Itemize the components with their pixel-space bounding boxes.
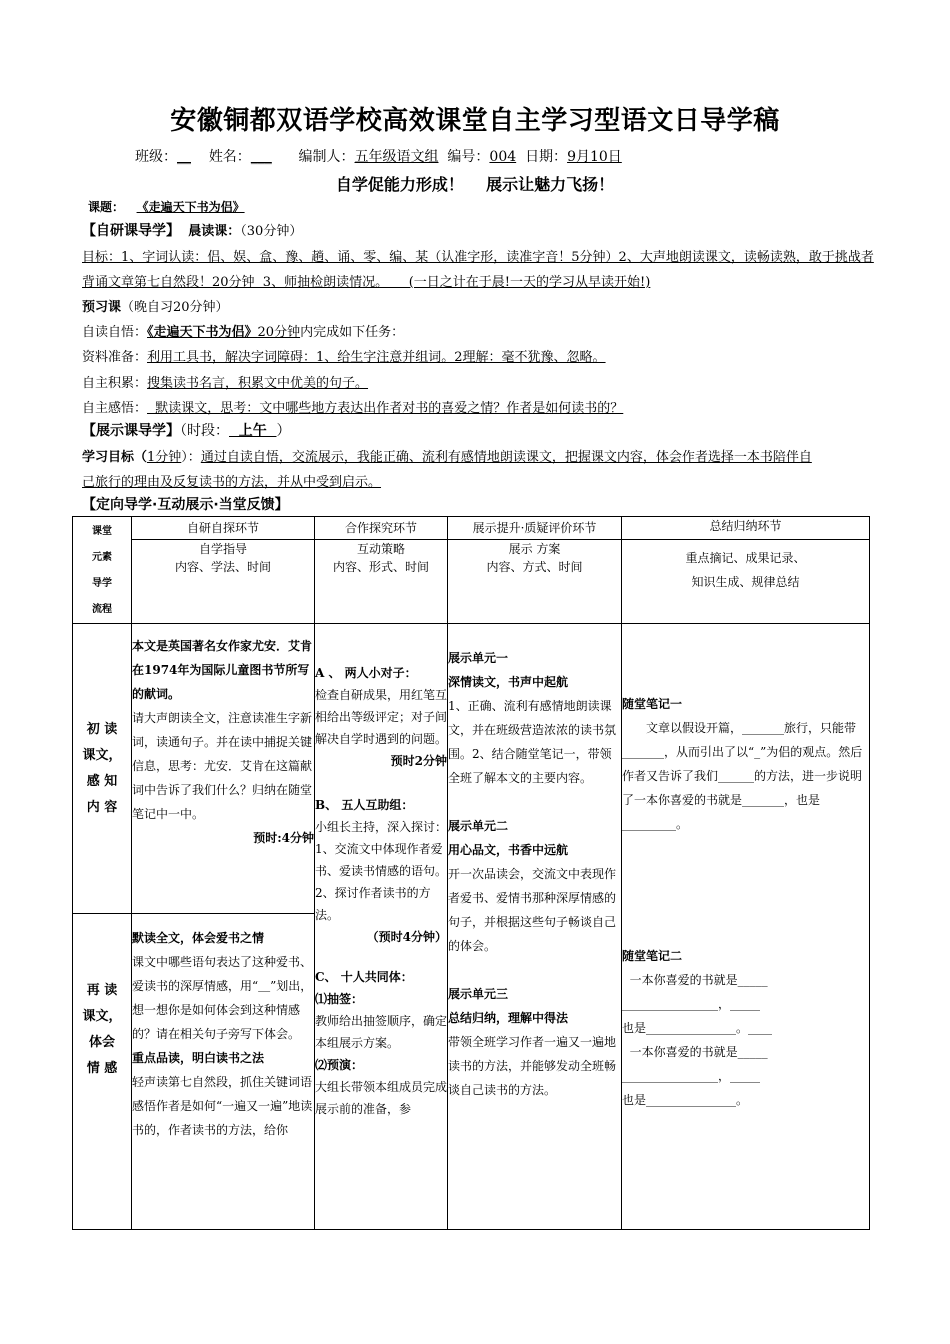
show1-sub: 深情读文，书声中起航 bbox=[448, 675, 569, 689]
study-goal-text-1: 通过自读自悟，交流展示，我能正确、流利有感情地朗读课文，把握课文内容，体会作者选择一本书陪伴自 bbox=[200, 450, 812, 465]
feel-label: 自主感悟： bbox=[82, 401, 148, 416]
coop-b-time: （预时4分钟） bbox=[366, 930, 447, 944]
note2-line: 一本你喜爱的书就是_____ bbox=[622, 973, 768, 987]
study-goal-line-2: 己旅行的理由及反复读书的方法，并从中受到启示。 bbox=[82, 475, 382, 490]
coop-c-draw-text: 教师给出抽签顺序，确定本组展示方案。 bbox=[315, 1014, 448, 1050]
morning-reading-label: 晨读课： bbox=[188, 224, 241, 239]
material-prep bbox=[82, 346, 606, 365]
material-label: 资料准备： bbox=[82, 350, 148, 365]
coop-a-time: 预时2分钟 bbox=[390, 754, 447, 768]
col-coop-head bbox=[315, 517, 448, 624]
row-label-line: 感 知 bbox=[86, 773, 118, 789]
morning-reading-time: （30分钟） bbox=[240, 224, 303, 239]
col-show-head bbox=[448, 517, 622, 624]
class-label: 班级： bbox=[135, 149, 177, 165]
row2-heading-1: 默读全文，体会爱书之情 bbox=[132, 931, 265, 945]
self-accumulate bbox=[82, 372, 368, 391]
preview-label: 预习课 bbox=[82, 300, 122, 315]
editor-value: 五年级语文组 bbox=[354, 149, 439, 165]
show3-sub: 总结归纳，理解中得法 bbox=[448, 1011, 569, 1025]
self-read-time: 20分钟 bbox=[257, 325, 301, 340]
study-goal-label: 学习目标（ bbox=[82, 450, 148, 465]
self-read-label: 自读自悟： bbox=[82, 325, 148, 340]
show2-title: 展示单元二 bbox=[448, 819, 509, 833]
number-value: 004 bbox=[489, 149, 517, 165]
note2-line: 一本你喜爱的书就是_____ bbox=[622, 1045, 768, 1059]
col-head-title: 合作探究环节 bbox=[315, 517, 447, 540]
col-head-sub: 展示 方案 bbox=[508, 542, 561, 556]
note2-line: 也是_______________。____ bbox=[622, 1021, 773, 1035]
col-head-sub: 内容、形式、时间 bbox=[332, 560, 429, 574]
col-head-title: 总结归纳环节 bbox=[622, 517, 869, 540]
col-head-sub: 重点摘记、成果记录、 bbox=[685, 551, 806, 565]
row1-time: 预时:4分钟 bbox=[253, 831, 314, 845]
row2-text-1: 课文中哪些语句表达了这种爱书、爱读书的深厚情感，用“＿”划出，想一想你是如何体会到这种情感的？请在相关句子旁写下体会。 bbox=[132, 955, 313, 1041]
row1-label bbox=[73, 624, 132, 914]
show2-text: 开一次品读会，交流文中表现作者爱书、爱情书那种深厚情感的句子，并根据这些句子畅谈自己的体会。 bbox=[448, 867, 617, 953]
self-read bbox=[82, 321, 404, 340]
corner-line: 课堂 bbox=[92, 526, 112, 537]
show3-title: 展示单元三 bbox=[448, 987, 509, 1001]
table-row bbox=[73, 624, 870, 914]
slogan: 自学促能力形成！ 展示让魅力飞扬！ bbox=[335, 175, 615, 194]
goal-line-1: 目标：1、字词认读：侣、娱、盒、豫、趟、诵、零、编、某（认准字形，读准字音！5分钟）2、大声地朗读课文，读畅读熟，敢于挑战者 bbox=[82, 250, 874, 265]
preview-class bbox=[82, 296, 229, 315]
row-label-line: 课文， bbox=[82, 747, 122, 763]
row2-label bbox=[73, 914, 132, 1230]
coop-c-draw: ⑴抽签： bbox=[315, 992, 364, 1006]
lesson-label: 课题： bbox=[88, 200, 125, 214]
corner-line: 元素 bbox=[92, 552, 112, 563]
name-label: 姓名： bbox=[208, 149, 251, 165]
note2-line: ________________，_____ bbox=[622, 1069, 761, 1083]
note1-title: 随堂笔记一 bbox=[622, 697, 683, 711]
goal-line-2: 背诵文章第七自然段！20分钟 3、师抽检朗读情况。 (一日之计在于晨!一天的学习从早读开始!) bbox=[82, 275, 651, 290]
note1-text: 文章以假设开篇，_______旅行，只能带_______，从而引出了以“_”为侣的观点。然后作者又告诉了我们______的方法，进一步说明了一本你喜爱的书就是_______，也是_________。 bbox=[622, 721, 863, 831]
coop-a-title: A 、 两人小对子： bbox=[315, 666, 417, 680]
show-cell bbox=[448, 624, 622, 1230]
study-goal-after: ）： bbox=[181, 450, 201, 465]
corner-cell bbox=[73, 517, 132, 624]
row-label-line: 再 读 bbox=[86, 983, 118, 998]
row2-self-study bbox=[132, 914, 315, 1230]
date-value: 9月10日 bbox=[567, 149, 622, 165]
corner-line: 流程 bbox=[92, 604, 112, 615]
note2-line: ________________，_____ bbox=[622, 997, 761, 1011]
self-feel bbox=[82, 397, 623, 416]
name-value: ___ bbox=[250, 149, 272, 165]
section-guide-title: 【定向导学·互动展示·当堂反馈】 bbox=[82, 497, 289, 513]
col-head-sub: 自学指导 bbox=[198, 542, 247, 556]
page-title: 安徽铜都双语学校高效课堂自主学习型语文日导学稿 bbox=[170, 106, 780, 136]
col-head-title: 展示提升·质疑评价环节 bbox=[448, 517, 621, 540]
coop-b-title: B、 五人互助组： bbox=[315, 798, 414, 812]
col-head-sub: 内容、学法、时间 bbox=[174, 560, 271, 574]
study-goal-line-1 bbox=[82, 446, 812, 465]
coop-b-text: 小组长主持，深入探讨：1、交流文中体现作者爱书、爱读书情感的语句。2、探讨作者读书的方法。 bbox=[315, 820, 448, 922]
number-label: 编号： bbox=[447, 149, 490, 165]
col-head-title: 自研自探环节 bbox=[132, 517, 314, 540]
self-read-rest: 内完成如下任务： bbox=[300, 325, 405, 340]
feel-value: 默读课文，思考：文中哪些地方表达出作者对书的喜爱之情？作者是如何读书的？ bbox=[147, 401, 624, 416]
preview-time: （晚自习20分钟） bbox=[121, 300, 229, 315]
section-show bbox=[82, 420, 291, 440]
row1-task: 请大声朗读全文，注意读准生字新词，读通句子。并在读中捕捉关键信息，思考：尤安．艾肯在这篇献词中告诉了我们什么？归纳在随堂笔记中一中。 bbox=[132, 711, 313, 821]
table-header-row bbox=[73, 517, 870, 624]
col-summary-head bbox=[622, 517, 870, 624]
section-self-study bbox=[82, 220, 302, 240]
summary-cell bbox=[622, 624, 870, 1230]
editor-label: 编制人： bbox=[298, 149, 355, 165]
accumulate-label: 自主积累： bbox=[82, 376, 148, 391]
col-head-sub: 知识生成、规律总结 bbox=[691, 575, 800, 589]
row1-intro: 本文是英国著名女作家尤安．艾肯在1974年为国际儿童图书节所写的献词。 bbox=[132, 639, 313, 701]
self-read-book: 《走遍天下书为侣》 bbox=[147, 325, 258, 340]
row-label-line: 课文， bbox=[82, 1009, 122, 1024]
row-label-line: 情 感 bbox=[86, 1061, 118, 1076]
coop-a-text: 检查自研成果，用红笔互相给出等级评定；对子间解决自学时遇到的问题。 bbox=[315, 688, 448, 746]
show3-text: 带领全班学习作者一遍又一遍地读书的方法，并能够发动全班畅谈自己读书的方法。 bbox=[448, 1035, 617, 1097]
study-goal-min: 1分钟 bbox=[147, 450, 182, 465]
class-value: __ bbox=[177, 149, 191, 165]
show-time-value: 上午 bbox=[229, 423, 277, 439]
show1-text: 1、正确、流利有感情地朗读课文，并在班级营造浓浓的读书氛围。2、结合随堂笔记一，带领全班了解本文的主要内容。 bbox=[448, 699, 617, 785]
coop-c-rehearse: ⑵预演： bbox=[315, 1058, 364, 1072]
coop-cell bbox=[315, 624, 448, 1230]
lesson-topic bbox=[88, 198, 245, 215]
section-show-title: 【展示课导学】 bbox=[82, 423, 180, 439]
lesson-value: 《走遍天下书为侣》 bbox=[136, 200, 245, 214]
show2-sub: 用心品文，书香中远航 bbox=[448, 843, 569, 857]
col-head-sub: 内容、方式、时间 bbox=[486, 560, 583, 574]
header-info bbox=[135, 146, 622, 166]
show1-title: 展示单元一 bbox=[448, 651, 509, 665]
row2-heading-2: 重点品读，明白读书之法 bbox=[132, 1051, 265, 1065]
row-label-line: 初 读 bbox=[86, 721, 118, 737]
accumulate-value: 搜集读书名言，积累文中优美的句子。 bbox=[147, 376, 369, 391]
col-head-sub: 互动策略 bbox=[356, 542, 405, 556]
note2-line: 也是_______________。 bbox=[622, 1093, 749, 1107]
guide-table bbox=[72, 516, 870, 1230]
col-self-study-head bbox=[132, 517, 315, 624]
row-label-line: 体会 bbox=[88, 1035, 115, 1050]
coop-c-rehearse-text: 大组长带领本组成员完成展示前的准备，参 bbox=[315, 1080, 448, 1116]
date-label: 日期： bbox=[525, 149, 568, 165]
show-time-label: （时段： bbox=[180, 423, 229, 439]
coop-c-title: C、 十人共同体： bbox=[315, 970, 413, 984]
row-label-line: 内 容 bbox=[86, 799, 118, 815]
show-time-end: ） bbox=[276, 423, 291, 439]
row2-text-2: 轻声读第七自然段，抓住关键词语感悟作者是如何“一遍又一遍”地读书的，作者读书的方法，给你 bbox=[132, 1075, 313, 1137]
material-value: 利用工具书，解决字词障碍：1、给生字注意并组词。2理解：毫不犹豫、忽略。 bbox=[147, 350, 606, 365]
section-self-study-title: 【自研课导学】 bbox=[82, 223, 180, 239]
row1-self-study bbox=[132, 624, 315, 914]
corner-line: 导学 bbox=[92, 578, 112, 589]
note2-title: 随堂笔记二 bbox=[622, 949, 683, 963]
